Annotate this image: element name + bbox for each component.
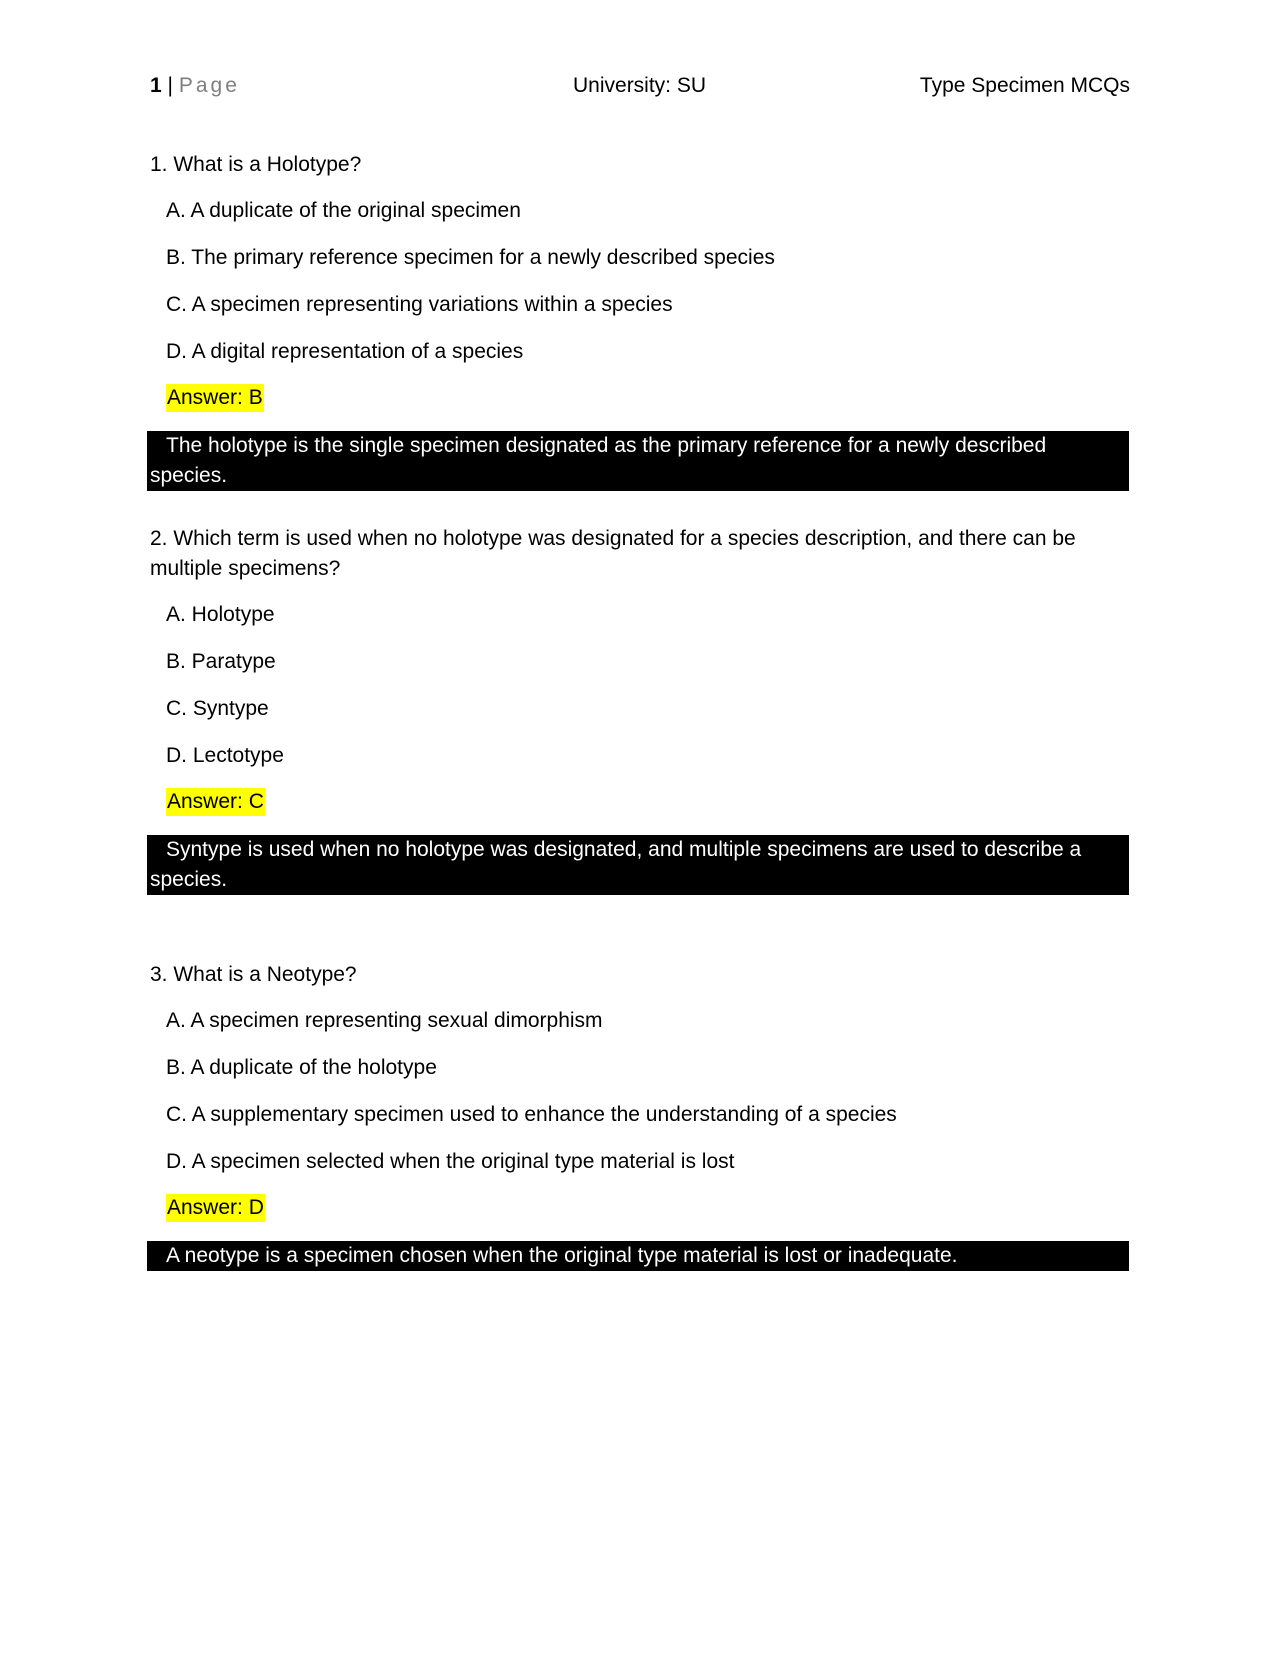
option-b: B. A duplicate of the holotype (166, 1056, 437, 1079)
option-d: D. Lectotype (166, 744, 284, 767)
page-word: Page (178, 74, 240, 97)
option-a: A. A duplicate of the original specimen (166, 199, 521, 222)
page-header (150, 74, 1130, 106)
page-number: 1 (150, 74, 162, 97)
explanation-box (147, 835, 1129, 895)
answer-highlight: Answer: C (166, 788, 265, 816)
answer-highlight: Answer: B (166, 384, 264, 412)
question-block-3 (147, 960, 1132, 1271)
explanation-box (147, 431, 1129, 491)
option-c: C. Syntype (166, 697, 269, 720)
answer-highlight: Answer: D (166, 1194, 265, 1222)
page-separator: | (167, 74, 173, 97)
explanation-text: The holotype is the single specimen designated as the primary reference for a newly described species. (150, 434, 1047, 487)
page-number-label (150, 74, 240, 98)
option-c: C. A specimen representing variations within a species (166, 293, 673, 316)
explanation-box (147, 1241, 1129, 1271)
university-label: University: SU (573, 74, 707, 97)
option-b: B. Paratype (166, 650, 276, 673)
question-text: 2. Which term is used when no holotype was designated for a species description, and there can be multiple specimens? (150, 527, 1076, 580)
option-b: B. The primary reference specimen for a newly described species (166, 246, 775, 269)
option-d: D. A specimen selected when the original type material is lost (166, 1150, 735, 1173)
document-title: Type Specimen MCQs (919, 74, 1130, 97)
option-a: A. Holotype (166, 603, 275, 626)
question-block-1 (147, 150, 1132, 491)
question-text: 1. What is a Holotype? (150, 153, 362, 176)
explanation-text: A neotype is a specimen chosen when the original type material is lost or inadequate. (166, 1244, 958, 1267)
question-block-2 (147, 524, 1132, 895)
option-d: D. A digital representation of a species (166, 340, 524, 363)
option-c: C. A supplementary specimen used to enhance the understanding of a species (166, 1103, 897, 1126)
explanation-text: Syntype is used when no holotype was designated, and multiple specimens are used to describe a species. (150, 838, 1082, 891)
option-a: A. A specimen representing sexual dimorphism (166, 1009, 603, 1032)
question-text: 3. What is a Neotype? (150, 963, 357, 986)
